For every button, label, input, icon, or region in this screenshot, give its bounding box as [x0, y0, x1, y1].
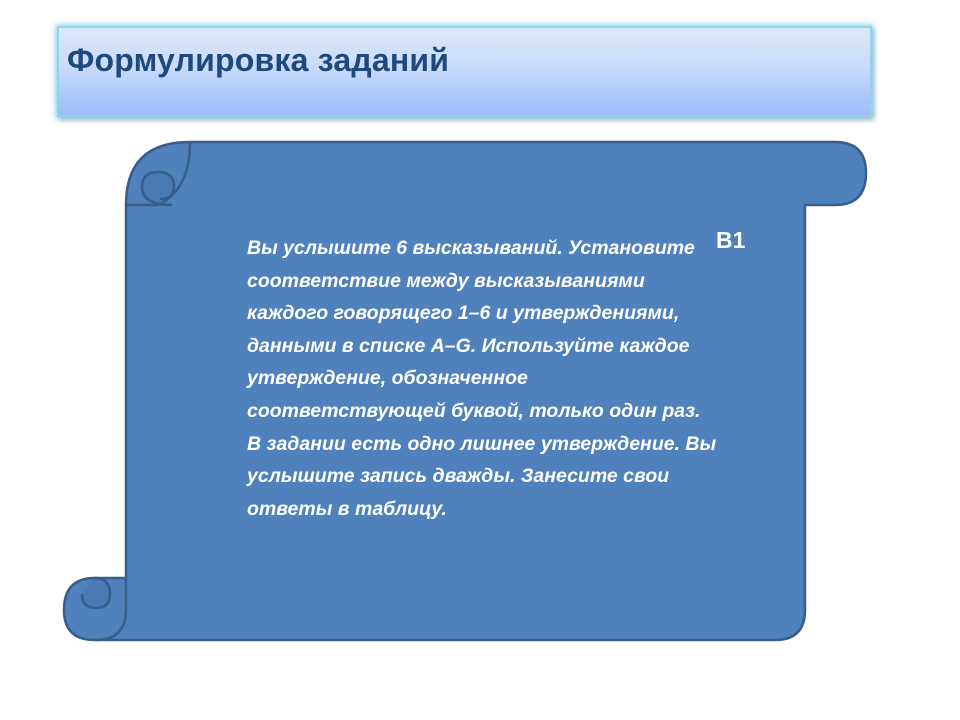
- task-instructions: Вы услышите 6 высказываний. Установите соответствие между высказываниями каждого говорящего 1–6 и утверждениями, данными в списке A–G. Используйте каждое утверждение, обозначенное соответствующей буквой, только один раз. В задании есть одно лишнее утверждение. Вы услышите запись дважды. Занесите свои ответы в таблицу.: [247, 237, 717, 520]
- task-label: B1: [716, 227, 746, 253]
- slide-title: Формулировка заданий: [67, 42, 450, 78]
